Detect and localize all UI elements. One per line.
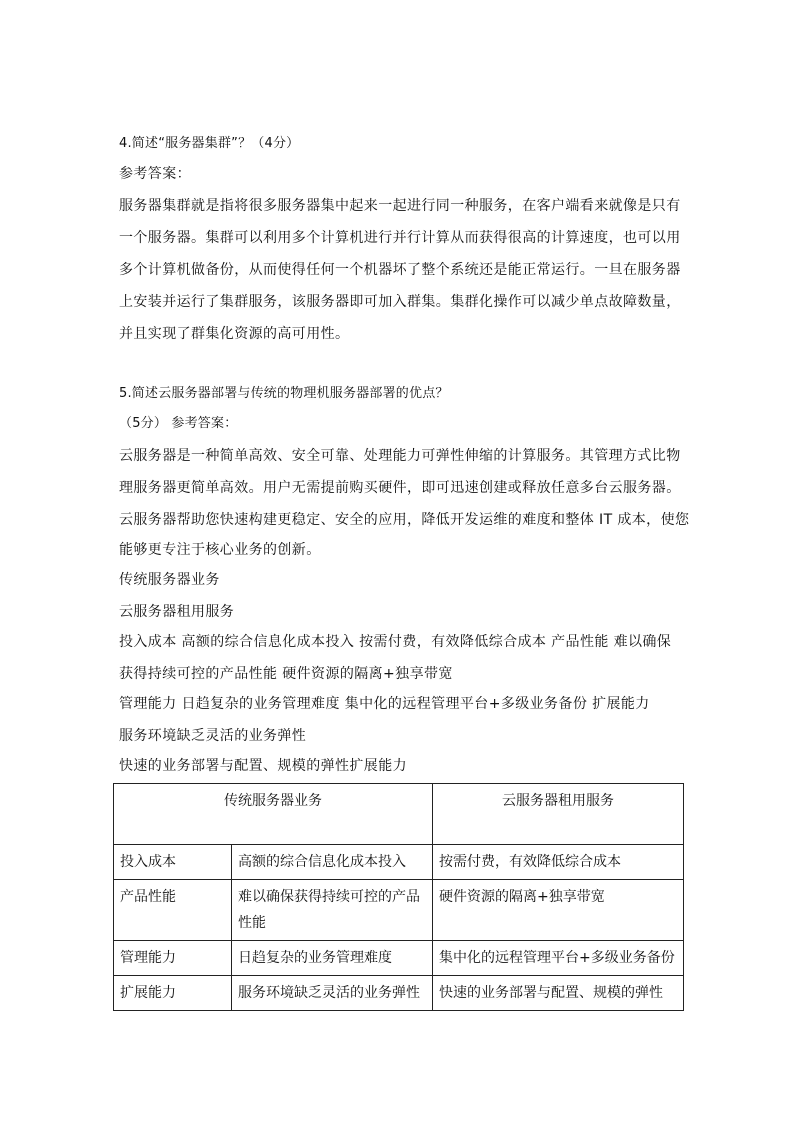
question-5-answer-line: 云服务器是一种简单高效、安全可靠、处理能力可弹性伸缩的计算服务。其管理方式比物 xyxy=(119,448,681,464)
question-4-answer-line: 服务器集群就是指将很多服务器集中起来一起进行同一种服务，在客户端看来就像是只有 xyxy=(119,198,681,214)
question-5-title: 5.简述云服务器部署与传统的物理机服务器部署的优点？ xyxy=(119,386,449,401)
table-cell-item: 产品性能 xyxy=(114,880,232,941)
question-5-score-and-label: （5分） 参考答案： xyxy=(119,416,238,431)
question-5-answer-line: 云服务器帮助您快速构建更稳定、安全的应用，降低开发运维的难度和整体 IT 成本，使您 xyxy=(119,512,690,528)
question-5-answer-line: 能够更专注于核心业务的创新。 xyxy=(119,542,321,558)
comparison-table xyxy=(113,783,684,1011)
question-4-title: 4.简述“服务器集群”？（4分） xyxy=(119,136,300,151)
table-header-cloud: 云服务器租用服务 xyxy=(433,784,684,845)
question-5-answer-line: 获得持续可控的产品性能 硬件资源的隔离+独享带宽 xyxy=(119,666,453,682)
question-5-answer-line: 管理能力 日趋复杂的业务管理难度 集中化的远程管理平台+多级业务备份 扩展能力 xyxy=(119,696,650,712)
table-cell-traditional: 高额的综合信息化成本投入 xyxy=(232,845,433,880)
table-cell-cloud: 快速的业务部署与配置、规模的弹性 xyxy=(433,976,684,1011)
table-row xyxy=(114,941,684,976)
question-5-answer-line: 理服务器更简单高效。用户无需提前购买硬件，即可迅速创建或释放任意多台云服务器。 xyxy=(119,480,681,496)
table-header-row xyxy=(114,784,684,845)
question-4-answer-line: 上安装并运行了集群服务，该服务器即可加入群集。集群化操作可以减少单点故障数量， xyxy=(119,294,681,310)
table-row xyxy=(114,845,684,880)
table-cell-traditional: 难以确保获得持续可控的产品性能 xyxy=(232,880,433,941)
table-cell-item: 管理能力 xyxy=(114,941,232,976)
table-header-traditional: 传统服务器业务 xyxy=(114,784,433,845)
table-cell-cloud: 硬件资源的隔离+独享带宽 xyxy=(433,880,684,941)
question-4-answer-line: 一个服务器。集群可以利用多个计算机进行并行计算从而获得很高的计算速度，也可以用 xyxy=(119,230,681,246)
table-cell-traditional: 服务环境缺乏灵活的业务弹性 xyxy=(232,976,433,1011)
table-cell-traditional: 日趋复杂的业务管理难度 xyxy=(232,941,433,976)
table-cell-cloud: 按需付费，有效降低综合成本 xyxy=(433,845,684,880)
table-row xyxy=(114,976,684,1011)
question-5-answer-line: 投入成本 高额的综合信息化成本投入 按需付费，有效降低综合成本 产品性能 难以确保 xyxy=(119,634,672,650)
question-4-answer-line: 并且实现了群集化资源的高可用性。 xyxy=(119,326,350,342)
question-5-answer-line: 快速的业务部署与配置、规模的弹性扩展能力 xyxy=(119,758,407,774)
table-cell-item: 投入成本 xyxy=(114,845,232,880)
question-4-answer-line: 多个计算机做备份，从而使得任何一个机器坏了整个系统还是能正常运行。一旦在服务器 xyxy=(119,262,681,278)
table-cell-item: 扩展能力 xyxy=(114,976,232,1011)
question-5-answer-line: 云服务器租用服务 xyxy=(119,604,235,620)
question-5-answer-line: 服务环境缺乏灵活的业务弹性 xyxy=(119,728,307,744)
table-cell-cloud: 集中化的远程管理平台+多级业务备份 xyxy=(433,941,684,976)
table-row xyxy=(114,880,684,941)
question-5-answer-line: 传统服务器业务 xyxy=(119,572,220,588)
question-4-answer-label: 参考答案： xyxy=(119,166,191,182)
